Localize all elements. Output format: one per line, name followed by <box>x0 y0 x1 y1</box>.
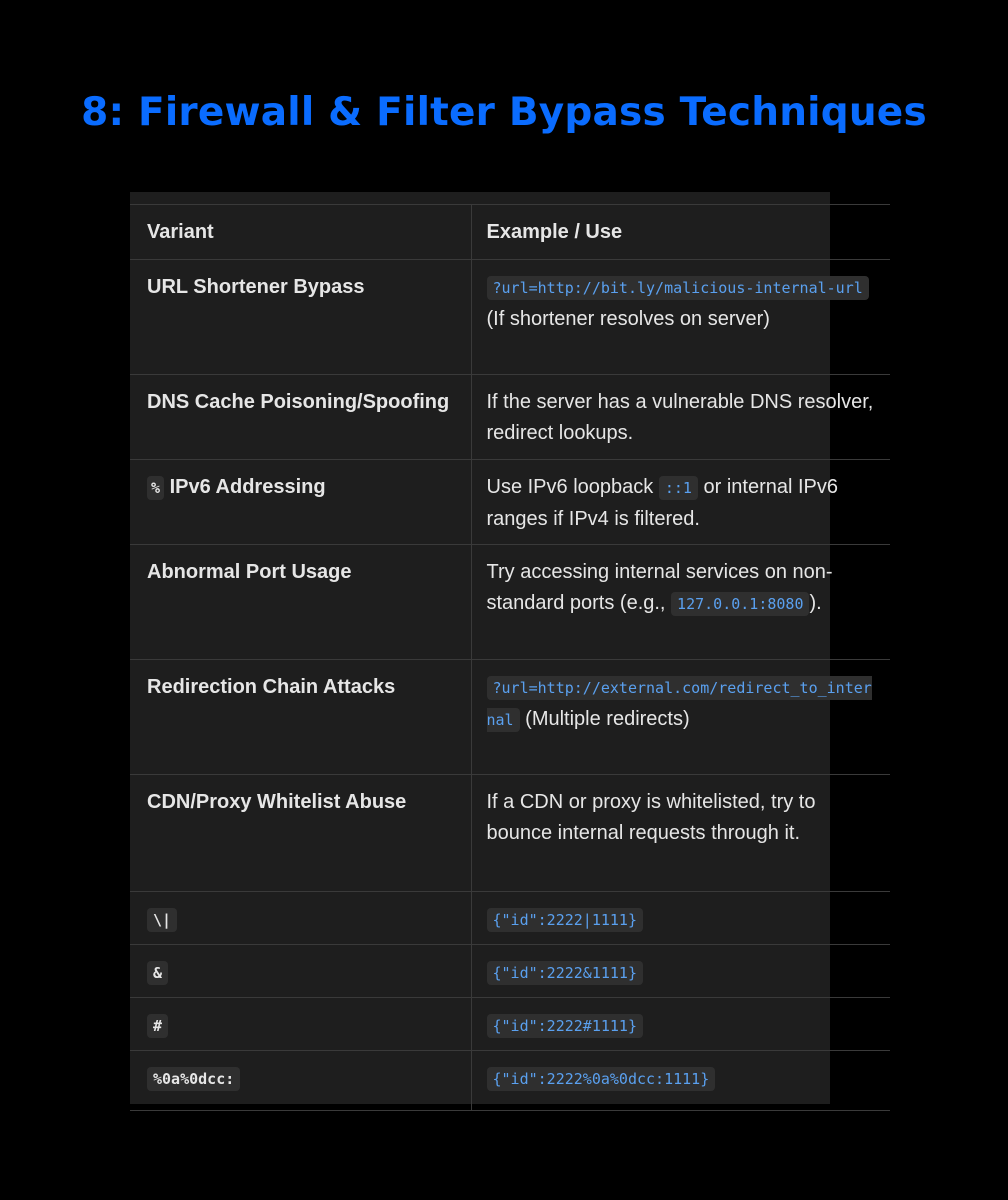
example-text: ). <box>809 592 822 614</box>
variant-label: IPv6 Addressing <box>169 476 326 498</box>
bypass-table <box>130 204 890 1111</box>
code-snippet: ::1 <box>659 476 698 500</box>
variant-cell <box>130 1051 471 1111</box>
variant-cell: Abnormal Port Usage <box>130 545 471 660</box>
table-row <box>130 460 890 545</box>
table-row <box>130 375 890 460</box>
variant-code: % <box>147 476 164 500</box>
page-title: 8: Firewall & Filter Bypass Techniques <box>81 90 927 135</box>
code-snippet: ?url=http://bit.ly/malicious-internal-url <box>487 276 869 300</box>
example-cell <box>471 892 890 945</box>
example-cell <box>471 998 890 1051</box>
table-header-row <box>130 205 890 260</box>
example-text: (If shortener resolves on server) <box>486 308 770 330</box>
example-cell <box>471 460 890 545</box>
table-row <box>130 892 890 945</box>
variant-cell: DNS Cache Poisoning/Spoofing <box>130 375 471 460</box>
example-text: (Multiple redirects) <box>525 708 690 730</box>
code-snippet: {"id":2222#1111} <box>487 1014 644 1038</box>
example-text: Try accessing internal services on non-standard ports (e.g., <box>486 561 833 614</box>
example-cell <box>471 260 890 375</box>
variant-code: \| <box>147 908 177 932</box>
header-example-use: Example / Use <box>471 205 890 260</box>
code-snippet: {"id":2222%0a%0dcc:1111} <box>487 1067 716 1091</box>
example-cell: If the server has a vulnerable DNS resolver, redirect lookups. <box>471 375 890 460</box>
example-text: or internal IPv6 ranges if IPv4 is filtered. <box>486 476 838 530</box>
table-row <box>130 998 890 1051</box>
variant-cell: CDN/Proxy Whitelist Abuse <box>130 775 471 892</box>
example-cell <box>471 545 890 660</box>
variant-cell: URL Shortener Bypass <box>130 260 471 375</box>
variant-code: # <box>147 1014 168 1038</box>
table-row <box>130 545 890 660</box>
bypass-table-panel <box>130 192 874 1104</box>
example-text: Use IPv6 loopback <box>486 476 654 498</box>
code-snippet: {"id":2222|1111} <box>487 908 644 932</box>
code-snippet: 127.0.0.1:8080 <box>671 592 809 616</box>
variant-cell: Redirection Chain Attacks <box>130 660 471 775</box>
table-row <box>130 260 890 375</box>
variant-code: %0a%0dcc: <box>147 1067 240 1091</box>
table-row <box>130 775 890 892</box>
code-snippet: ?url=http://external.com/redirect_to_internal <box>487 676 872 732</box>
example-cell <box>471 1051 890 1111</box>
example-cell <box>471 945 890 998</box>
variant-cell <box>130 998 471 1051</box>
table-row <box>130 945 890 998</box>
table-row <box>130 660 890 775</box>
example-cell <box>471 660 890 775</box>
variant-cell <box>130 892 471 945</box>
variant-cell <box>130 460 471 545</box>
table-row <box>130 1051 890 1111</box>
variant-code: & <box>147 961 168 985</box>
variant-cell <box>130 945 471 998</box>
header-variant: Variant <box>130 205 471 260</box>
example-cell: If a CDN or proxy is whitelisted, try to bounce internal requests through it. <box>471 775 890 892</box>
code-snippet: {"id":2222&1111} <box>487 961 644 985</box>
